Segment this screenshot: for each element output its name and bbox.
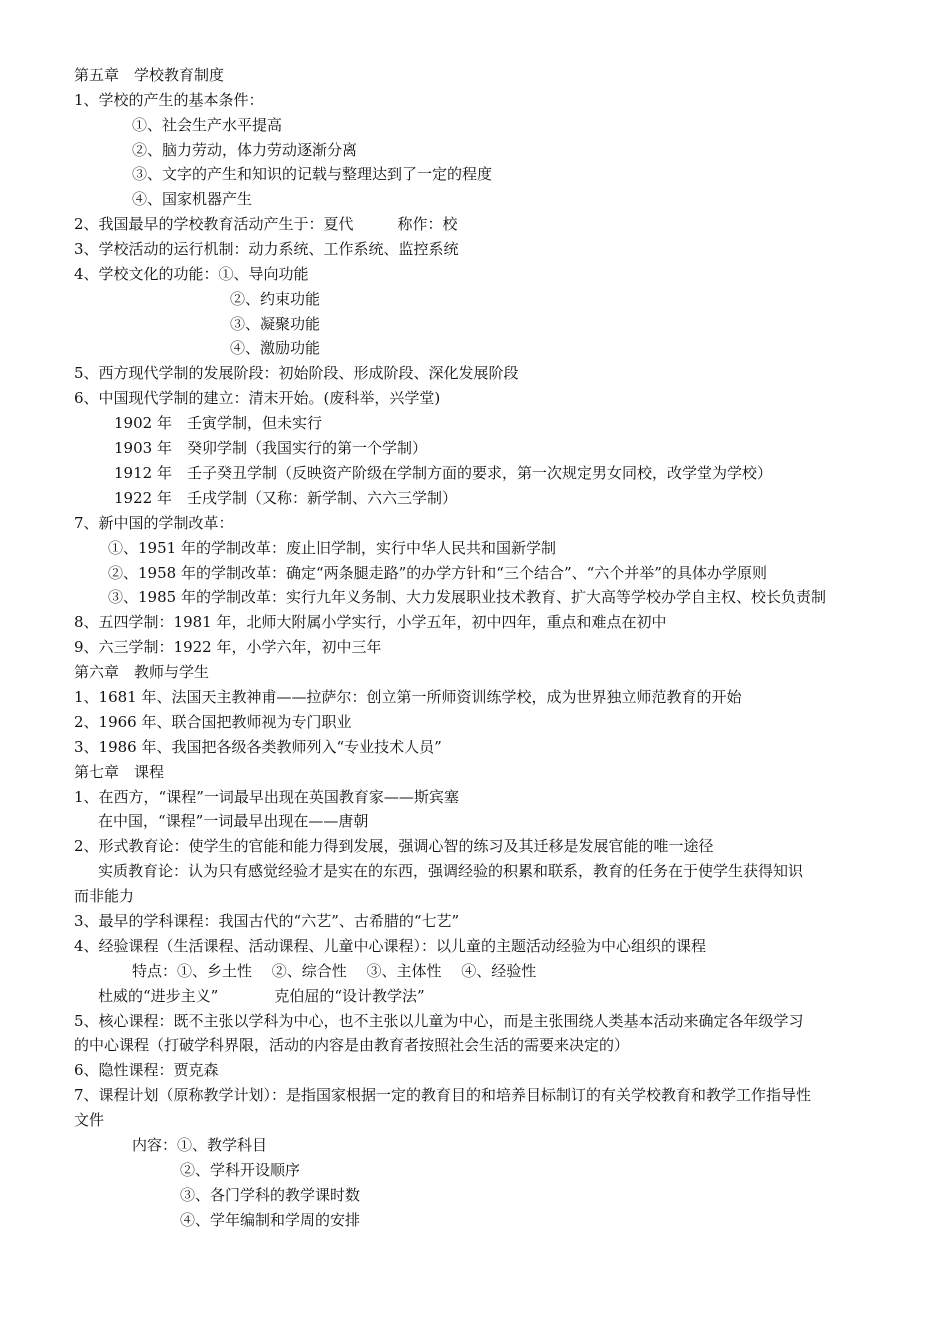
sub-item: ②、约束功能 — [230, 290, 321, 308]
sub-item: ②、脑力劳动，体力劳动逐渐分离 — [132, 141, 358, 159]
item-7-4: 4、经验课程（生活课程、活动课程、儿童中心课程）：以儿童的主题活动经验为中心组织的课程 — [74, 937, 707, 955]
item-7-4-cont — [98, 984, 425, 1009]
sub-item: ②、1958 年的学制改革：确定“两条腿走路”的办学方针和“三个结合”、“六个并举”的具体办学原则 — [108, 564, 767, 582]
sub-item: ①、1951 年的学制改革：废止旧学制，实行中华人民共和国新学制 — [108, 539, 556, 557]
item-5-2 — [74, 212, 458, 237]
sub-item: ④、学年编制和学周的安排 — [180, 1211, 361, 1229]
sub-item: ③、各门学科的教学课时数 — [180, 1186, 361, 1204]
item-5-8: 8、五四学制：1981 年，北师大附属小学实行，小学五年，初中四年，重点和难点在初中 — [74, 613, 667, 631]
sub-item: ③、1985 年的学制改革：实行九年义务制、大力发展职业技术教育、扩大高等学校办学自主权、校长负责制 — [108, 588, 826, 606]
item-5-3: 3、学校活动的运行机制：动力系统、工作系统、监控系统 — [74, 240, 459, 258]
sub-item: ③、文字的产生和知识的记载与整理达到了一定的程度 — [132, 165, 493, 183]
item-5-4: 4、学校文化的功能：①、导向功能 — [74, 265, 309, 283]
item-text: 杜威的“进步主义” — [98, 987, 219, 1005]
item-7-6: 6、隐性课程：贾克森 — [74, 1061, 219, 1079]
chapter-6-title: 第六章 教师与学生 — [74, 663, 210, 681]
item-5-1: 1、学校的产生的基本条件： — [74, 91, 264, 109]
sub-item: 1902 年 壬寅学制，但未实行 — [114, 414, 322, 432]
item-7-5: 5、核心课程：既不主张以学科为中心，也不主张以儿童为中心，而是主张围绕人类基本活动来确定各年级学习 — [74, 1012, 804, 1030]
chapter-7-title: 第七章 课程 — [74, 763, 165, 781]
item-5-6: 6、中国现代学制的建立：清末开始。(废科举，兴学堂) — [74, 389, 441, 407]
item-text: 2、我国最早的学校教育活动产生于：夏代 — [74, 215, 354, 233]
sub-item: ②、学科开设顺序 — [180, 1161, 301, 1179]
item-7-5-wrap: 的中心课程（打破学科界限，活动的内容是由教育者按照社会生活的需要来决定的） — [74, 1036, 630, 1054]
item-7-2: 2、形式教育论：使学生的官能和能力得到发展，强调心智的练习及其迁移是发展官能的唯一途径 — [74, 837, 714, 855]
sub-item: ④、激励功能 — [230, 339, 321, 357]
sub-item: 1922 年 壬戌学制（又称：新学制、六六三学制） — [114, 489, 457, 507]
sub-item: ④、国家机器产生 — [132, 190, 253, 208]
item-7-3: 3、最早的学科课程：我国古代的“六艺”、古希腊的“七艺” — [74, 912, 460, 930]
item-5-5: 5、西方现代学制的发展阶段：初始阶段、形成阶段、深化发展阶段 — [74, 364, 519, 382]
item-7-1-cont: 在中国，“课程”一词最早出现在——唐朝 — [98, 812, 369, 830]
item-6-3: 3、1986 年、我国把各级各类教师列入“专业技术人员” — [74, 738, 442, 756]
item-6-1: 1、1681 年、法国天主教神甫——拉萨尔：创立第一所师资训练学校，成为世界独立师范教育的开始 — [74, 688, 742, 706]
sub-item: ①、社会生产水平提高 — [132, 116, 283, 134]
item-5-9: 9、六三学制：1922 年，小学六年，初中三年 — [74, 638, 382, 656]
item-7-7: 7、课程计划（原称教学计划）：是指国家根据一定的教育目的和培养目标制订的有关学校教育和教学工作指导性 — [74, 1086, 812, 1104]
sub-item: 1903 年 癸卯学制（我国实行的第一个学制） — [114, 439, 427, 457]
sub-item: 1912 年 壬子癸丑学制（反映资产阶级在学制方面的要求，第一次规定男女同校，改学堂为学校） — [114, 464, 772, 482]
item-7-4-features: 特点：①、乡土性 ②、综合性 ③、主体性 ④、经验性 — [132, 962, 537, 980]
item-6-2: 2、1966 年、联合国把教师视为专门职业 — [74, 713, 352, 731]
item-5-7: 7、新中国的学制改革： — [74, 514, 234, 532]
sub-item: ③、凝聚功能 — [230, 315, 321, 333]
item-7-1: 1、在西方，“课程”一词最早出现在英国教育家——斯宾塞 — [74, 788, 459, 806]
chapter-5-title: 第五章 学校教育制度 — [74, 66, 225, 84]
item-7-2-cont: 实质教育论：认为只有感觉经验才是实在的东西，强调经验的积累和联系，教育的任务在于使学生获得知识 — [98, 862, 804, 880]
sub-item: 内容：①、教学科目 — [132, 1136, 268, 1154]
item-7-7-wrap: 文件 — [74, 1111, 105, 1129]
item-text: 称作：校 — [397, 215, 458, 233]
item-text: 克伯屈的“设计教学法” — [274, 987, 425, 1005]
item-7-2-wrap: 而非能力 — [74, 887, 135, 905]
